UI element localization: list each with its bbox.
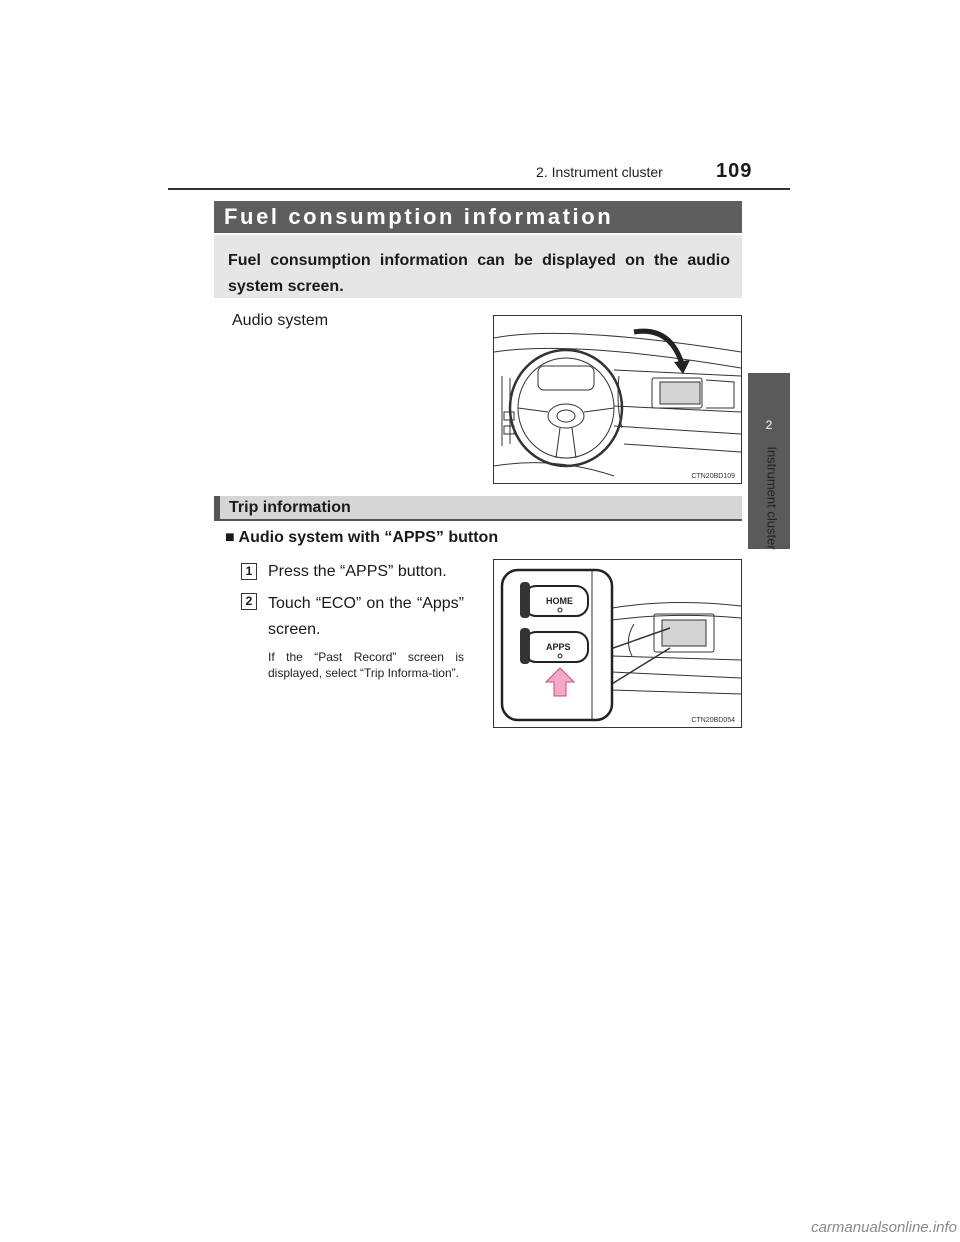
- figure-code: CTN20BD109: [691, 473, 735, 480]
- apps-button-figure: [493, 559, 742, 728]
- audio-system-figure: [493, 315, 742, 484]
- page-number: 109: [716, 160, 753, 182]
- bullet-text: Audio system with “APPS” button: [238, 529, 499, 546]
- step-2-number: 2: [241, 593, 257, 610]
- watermark: carmanualsonline.info: [811, 1219, 957, 1236]
- figure-caption: Audio system: [232, 312, 329, 329]
- bullet-heading: [225, 529, 498, 547]
- apps-button-label: APPS: [546, 642, 571, 652]
- subsection-heading: Trip information: [214, 496, 742, 521]
- dashboard-illustration: [494, 316, 741, 483]
- intro-box: Fuel consumption information can be displayed on the audio system screen.: [214, 235, 742, 298]
- step-1-number: 1: [241, 563, 257, 580]
- section-header: 2. Instrument cluster: [536, 164, 663, 180]
- chapter-tab-label-text: Instrument cluster: [764, 446, 780, 550]
- home-button-label: HOME: [546, 596, 573, 606]
- step-2-text: Touch “ECO” on the “Apps” screen.: [268, 595, 464, 638]
- step-note: If the “Past Record” screen is displayed, select “Trip Informa-tion”.: [268, 650, 464, 680]
- page-title: Fuel consumption information: [214, 201, 742, 233]
- chapter-tab-label: [752, 428, 792, 568]
- step-1-text: Press the “APPS” button.: [268, 563, 447, 580]
- figure-code: CTN20BD054: [691, 717, 735, 724]
- apps-button-illustration: [494, 560, 741, 727]
- header-rule: [168, 188, 790, 190]
- bullet-symbol: ■: [225, 529, 235, 546]
- chapter-tab-number: 2: [765, 418, 773, 432]
